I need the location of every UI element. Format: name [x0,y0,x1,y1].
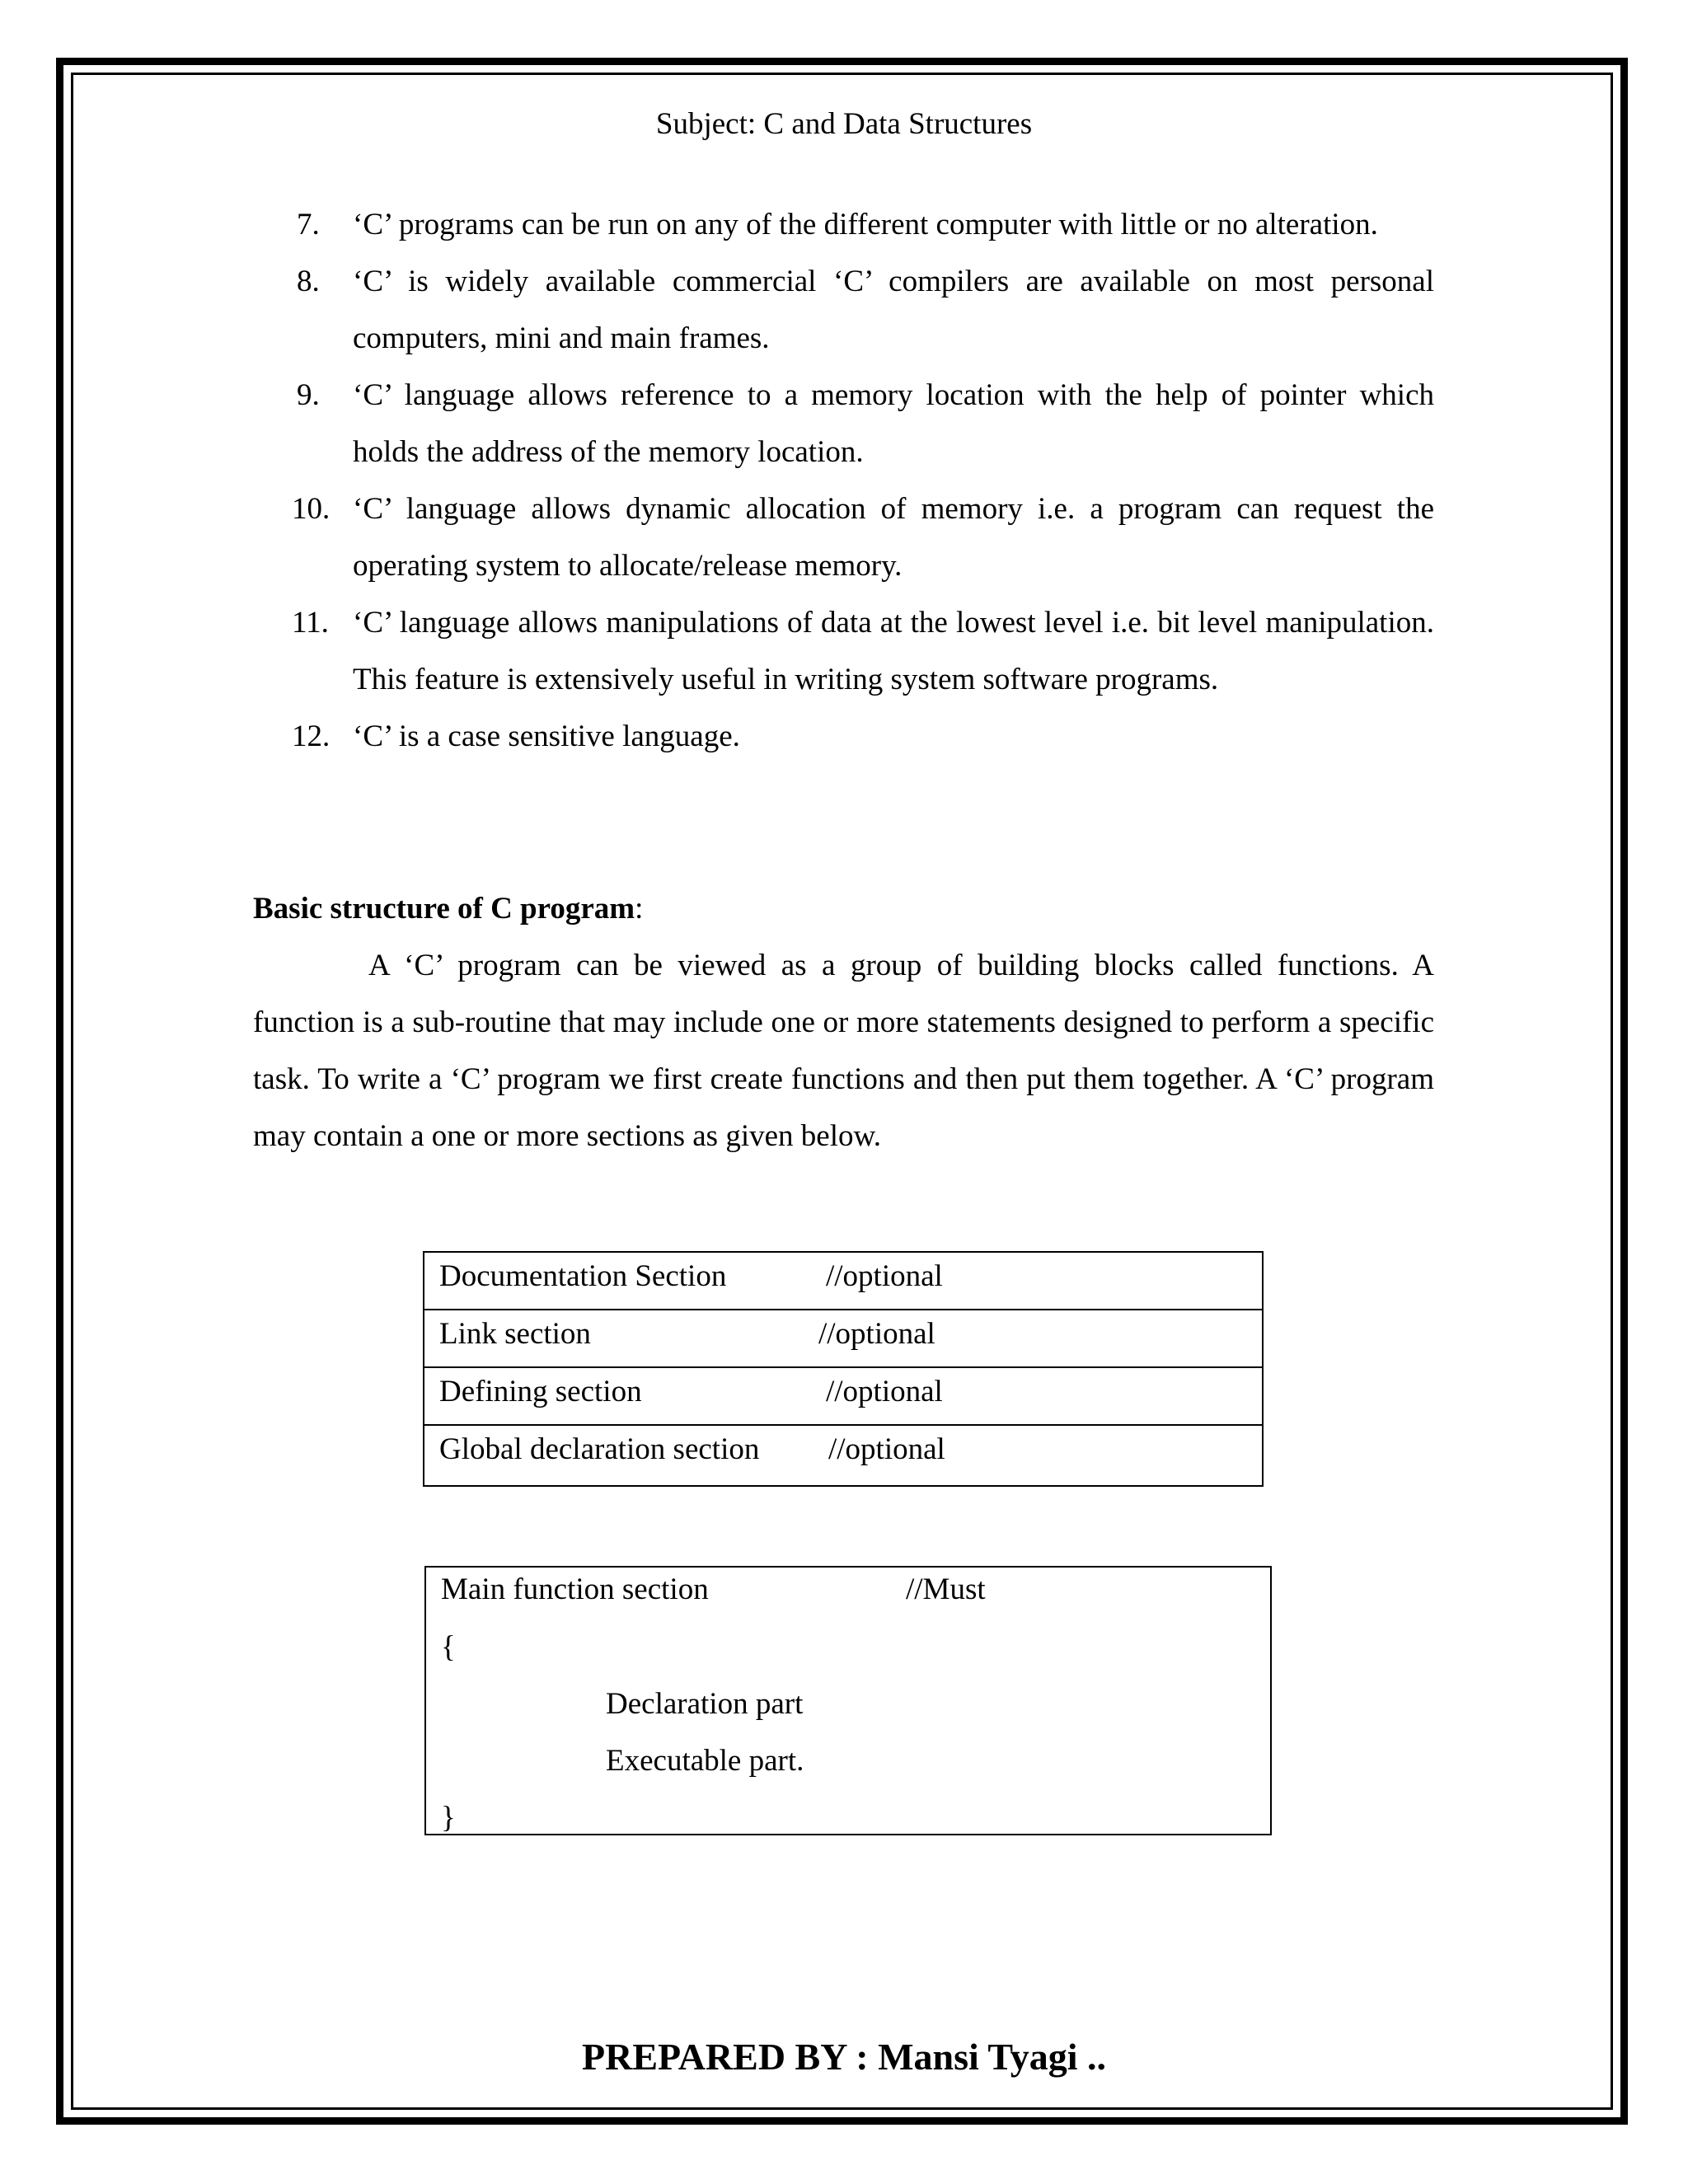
section-heading-colon: : [635,892,644,926]
list-item [292,708,1434,765]
list-number: 12. [292,719,331,753]
list-item [297,253,1434,367]
section-heading [253,880,643,937]
section-name: Defining section [439,1375,642,1408]
program-structure-table [423,1251,1264,1487]
table-row [424,1310,1262,1368]
section-note: //optional [826,1375,943,1408]
open-brace: { [441,1630,456,1664]
list-item [297,367,1434,480]
list-number: 7. [297,208,320,241]
close-brace: } [441,1801,456,1835]
list-text: ‘C’ is widely available commercial ‘C’ compilers are available on most personal computers, mini and main frames. [353,265,1434,355]
main-function-box [424,1566,1272,1835]
page-header-subject: Subject: C and Data Structures [655,107,1033,141]
section-paragraph: A ‘C’ program can be viewed as a group of building blocks called functions. A function is a sub-routine that may include one or more statements designed to perform a specific task. To write a ‘C’ program we first create functions and then put them together. A ‘C’ program may contain a one or more sections as given below. [253,949,1434,1153]
section-name: Documentation Section [439,1259,727,1293]
table-row [424,1426,1262,1485]
list-number: 10. [292,492,331,526]
list-text: ‘C’ is a case sensitive language. [353,719,740,753]
section-note: //optional [826,1259,943,1293]
main-function-title: Main function section [441,1572,709,1606]
list-number: 9. [297,378,320,412]
list-text: ‘C’ language allows dynamic allocation of memory i.e. a program can request the operating system to allocate/release memory. [353,492,1434,583]
executable-part: Executable part. [606,1744,804,1778]
main-function-note: //Must [906,1572,986,1606]
feature-list [292,196,1434,765]
list-number: 8. [297,265,320,298]
list-text: ‘C’ language allows manipulations of data at the lowest level i.e. bit level manipulation. This feature is extensively useful in writing system software programs. [353,606,1434,696]
list-item [292,594,1434,708]
prepared-by-footer: PREPARED BY : Mansi Tyagi .. [582,2036,1106,2078]
section-name: Global declaration section [439,1432,760,1466]
list-number: 11. [292,606,329,640]
table-row [424,1253,1262,1310]
section-name: Link section [439,1317,591,1351]
declaration-part: Declaration part [606,1687,804,1721]
section-note: //optional [818,1317,935,1351]
table-row [424,1368,1262,1426]
list-text: ‘C’ programs can be run on any of the different computer with little or no alteration. [353,208,1378,241]
section-note: //optional [828,1432,945,1466]
section-heading-text: Basic structure of C program [253,892,635,926]
list-text: ‘C’ language allows reference to a memory location with the help of pointer which holds the address of the memory location. [353,378,1434,469]
list-item [292,480,1434,594]
list-item [297,196,1434,253]
